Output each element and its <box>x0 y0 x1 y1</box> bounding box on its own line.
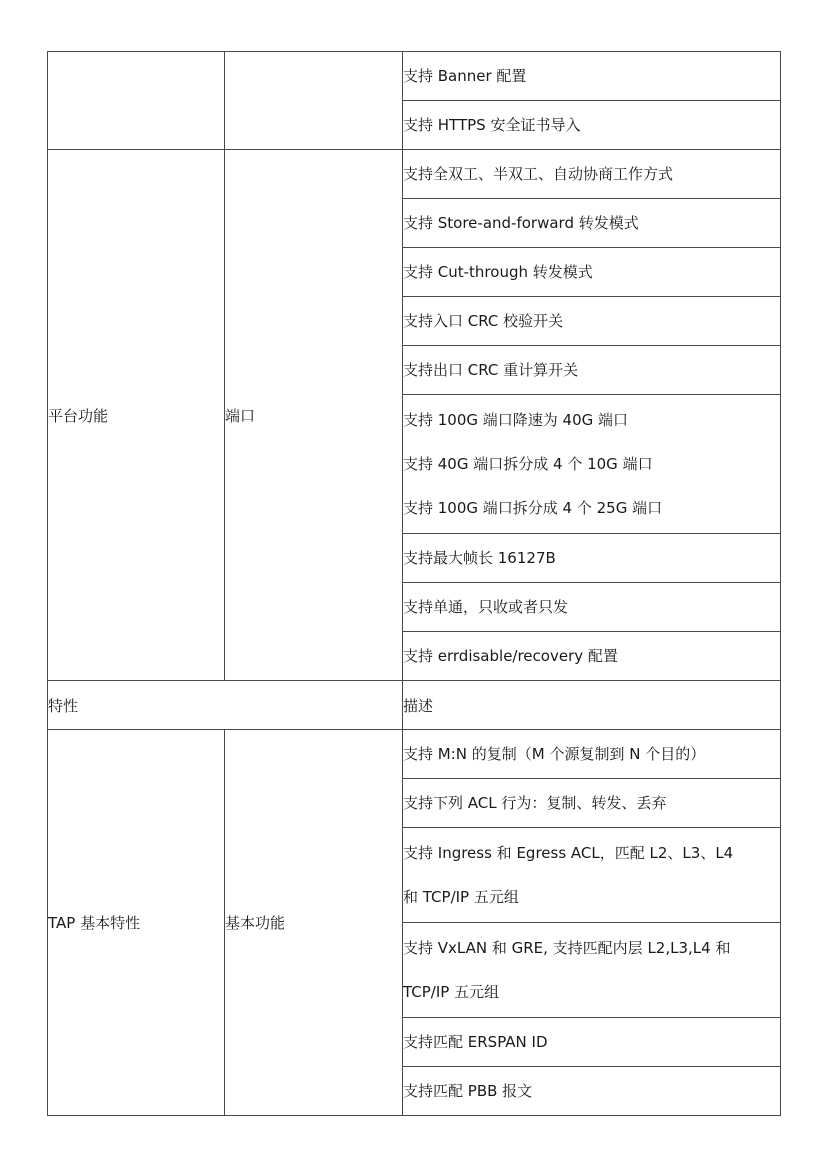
subcategory-cell: 端口 <box>225 150 403 681</box>
feature-description-line: 支持匹配 PBB 报文 <box>403 1082 533 1100</box>
feature-description-line: 支持 errdisable/recovery 配置 <box>403 647 618 665</box>
feature-description-line: 支持 40G 端口拆分成 4 个 10G 端口 <box>403 455 653 473</box>
feature-description-line: 和 TCP/IP 五元组 <box>403 888 519 906</box>
table-row <box>48 150 781 199</box>
feature-description-cell <box>403 779 781 828</box>
feature-description-cell <box>403 1067 781 1116</box>
category-cell: TAP 基本特性 <box>48 730 225 1116</box>
feature-description-line: 支持入口 CRC 校验开关 <box>403 312 564 330</box>
feature-description-line: 支持 Ingress 和 Egress ACL，匹配 L2、L3、L4 <box>403 844 734 862</box>
feature-description-line: 支持 100G 端口降速为 40G 端口 <box>403 411 629 429</box>
category-cell <box>48 52 225 150</box>
feature-description-cell <box>403 199 781 248</box>
feature-description-cell <box>403 923 781 1018</box>
feature-description-cell <box>403 534 781 583</box>
description-header: 描述 <box>403 681 781 730</box>
table-row <box>48 730 781 779</box>
table-row <box>48 52 781 101</box>
feature-description-cell <box>403 828 781 923</box>
feature-description-line: 支持出口 CRC 重计算开关 <box>403 361 579 379</box>
feature-description-line: 支持下列 ACL 行为：复制、转发、丢弃 <box>403 794 667 812</box>
feature-description-line: 支持 M:N 的复制（M 个源复制到 N 个目的） <box>403 745 706 763</box>
feature-description-cell <box>403 248 781 297</box>
feature-description-line: 支持全双工、半双工、自动协商工作方式 <box>403 165 674 183</box>
feature-description-line: 支持 Cut-through 转发模式 <box>403 263 593 281</box>
feature-description-line: 支持 Store-and-forward 转发模式 <box>403 214 639 232</box>
spec-table-body <box>48 52 781 1116</box>
feature-description-cell <box>403 150 781 199</box>
feature-description-line: 支持 100G 端口拆分成 4 个 25G 端口 <box>403 499 663 517</box>
feature-description-cell <box>403 583 781 632</box>
feature-description-line: 支持匹配 ERSPAN ID <box>403 1033 548 1051</box>
feature-description-cell <box>403 297 781 346</box>
subcategory-cell: 基本功能 <box>225 730 403 1116</box>
feature-header: 特性 <box>48 681 403 730</box>
feature-description-line: 支持单通，只收或者只发 <box>403 598 569 616</box>
feature-description-cell <box>403 101 781 150</box>
table-header-row <box>48 681 781 730</box>
category-cell: 平台功能 <box>48 150 225 681</box>
feature-description-line: 支持 VxLAN 和 GRE, 支持匹配内层 L2,L3,L4 和 <box>403 939 731 957</box>
feature-description-line: TCP/IP 五元组 <box>403 983 500 1001</box>
feature-description-cell <box>403 395 781 534</box>
subcategory-cell <box>225 52 403 150</box>
feature-description-cell <box>403 632 781 681</box>
feature-description-line: 支持 HTTPS 安全证书导入 <box>403 116 581 134</box>
feature-description-cell <box>403 730 781 779</box>
feature-description-line: 支持最大帧长 16127B <box>403 549 556 567</box>
feature-description-line: 支持 Banner 配置 <box>403 67 527 85</box>
feature-description-cell <box>403 1018 781 1067</box>
feature-description-cell <box>403 346 781 395</box>
feature-description-cell <box>403 52 781 101</box>
spec-table <box>47 51 781 1116</box>
